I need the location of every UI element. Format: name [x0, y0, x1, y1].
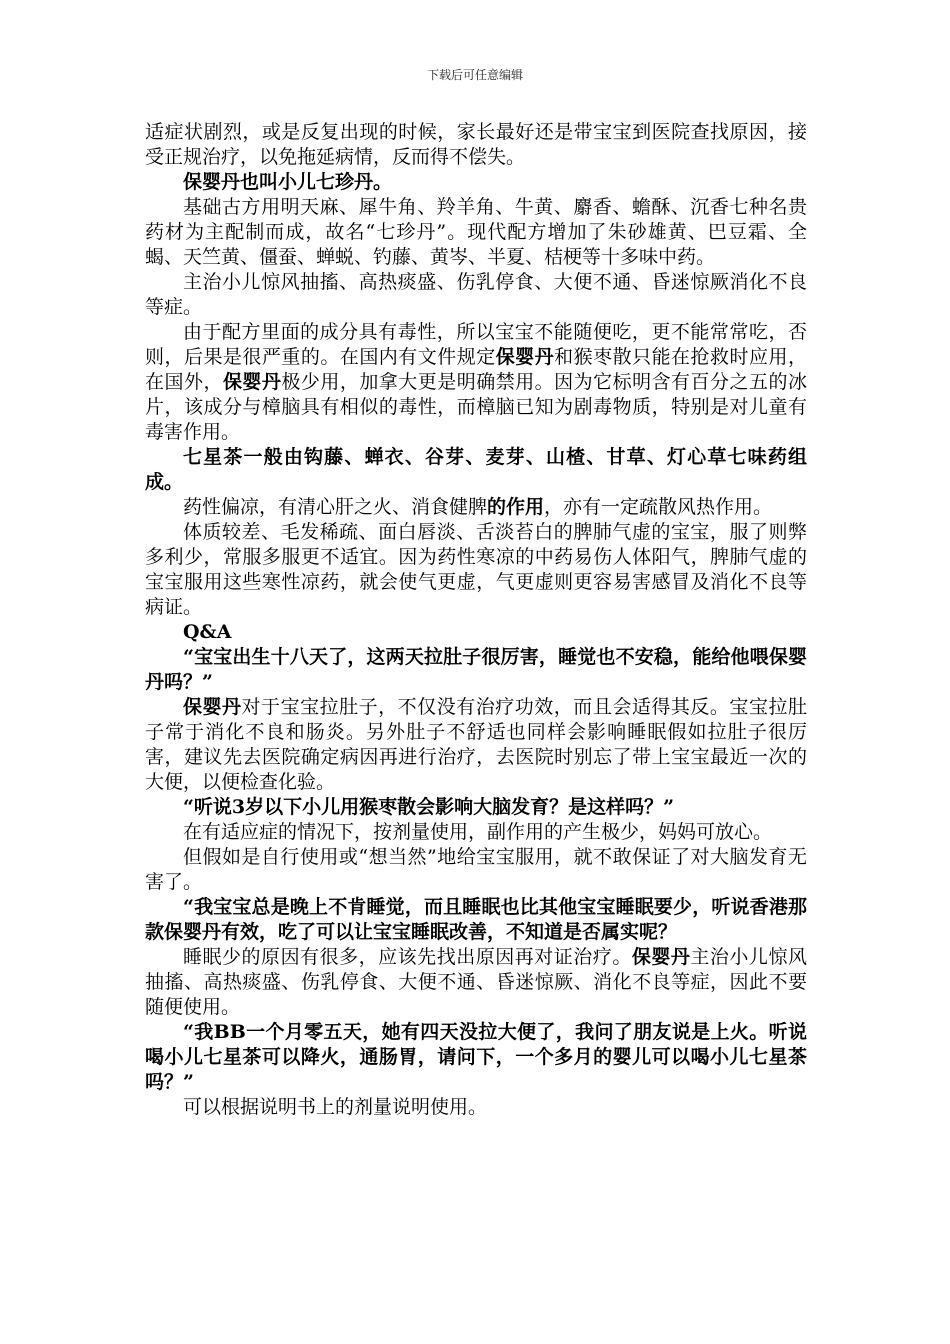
- paragraph-text: 极少用，加拿大更是明确禁用。因为它标明含有百分之五的冰片，该成分与樟脑具有相似的毒性，而樟脑已知为剧毒物质，特别是对儿童有毒害作用。: [145, 371, 807, 443]
- paragraph-text: 保婴丹: [222, 371, 282, 393]
- paragraph-text: ，亦有一定疏散风热作用。: [544, 496, 773, 518]
- paragraph-text: 七星茶一般由钩藤、蝉衣、谷芽、麦芽、山楂、甘草、灯心草七味药组成。: [145, 446, 807, 493]
- paragraph: [145, 645, 807, 695]
- paragraph-text: 睡眠少的原因有很多，应该先找出原因再对证治疗。: [183, 946, 632, 968]
- paragraph-text: “听说3岁以下小儿用猴枣散会影响大脑发育？是这样吗？”: [183, 796, 675, 818]
- paragraph-text: 和猴枣散只能在抢救时应用，在国外，: [145, 346, 807, 393]
- paragraph-text: 可以根据说明书上的剂量说明使用。: [183, 1096, 488, 1118]
- paragraph: [145, 195, 807, 270]
- paragraph-text: Q&A: [183, 621, 232, 643]
- paragraph-text: 适症状剧烈，或是反复出现的时候，家长最好还是带宝宝到医院查找原因，接受正规治疗，以免拖延病情，反而得不偿失。: [145, 121, 807, 168]
- paragraph-text: 体质较差、毛发稀疏、面白唇淡、舌淡苔白的脾肺气虚的宝宝，服了则弊多利少，常服多服更不适宜。因为药性寒凉的中药易伤人体阳气，脾肺气虚的宝宝服用这些寒性凉药，就会使气更虚，气更虚则更容易害感冒及消化不良等病证。: [145, 521, 807, 618]
- paragraph: [145, 445, 807, 495]
- paragraph: [145, 495, 807, 520]
- paragraph-text: 对于宝宝拉肚子，不仅没有治疗功效，而且会适得其反。宝宝拉肚子常于消化不良和肠炎。另外肚子不舒适也同样会影响睡眠假如拉肚子很厉害，建议先去医院确定病因再进行治疗，去医院时别忘了带上宝宝最近一次的大便，以便检查化验。: [145, 696, 807, 793]
- paragraph-text: 基础古方用明天麻、犀牛角、羚羊角、牛黄、麝香、蟾酥、沉香七种名贵药材为主配制而成，故名“七珍丹”。现代配方增加了朱砂雄黄、巴豆霜、全蝎、天竺黄、僵蚕、蝉蜕、钓藤、黄岑、半夏、桔梗等十多味中药。: [145, 196, 807, 268]
- paragraph-text: 但假如是自行使用或“想当然”地给宝宝服用，就不敢保证了对大脑发育无害了。: [145, 846, 807, 893]
- paragraph: [145, 1095, 807, 1120]
- document-body: [145, 120, 807, 1120]
- paragraph-text: “我宝宝总是晚上不肯睡觉，而且睡眠也比其他宝宝睡眠要少，听说香港那款保婴丹有效，吃了可以让宝宝睡眠改善，不知道是否属实呢？: [145, 896, 807, 943]
- paragraph: [145, 1020, 807, 1095]
- paragraph-text: 由于配方里面的成分具有毒性，所以宝宝不能随便吃，更不能常常吃，否则，后果是很严重的。在国内有文件规定: [145, 321, 807, 368]
- paragraph: [145, 170, 807, 195]
- paragraph: [145, 270, 807, 320]
- paragraph: [145, 795, 807, 820]
- paragraph-text: 在有适应症的情况下，按剂量使用，副作用的产生极少，妈妈可放心。: [183, 821, 773, 843]
- paragraph-text: 主治小儿惊风抽搐、高热痰盛、伤乳停食、大便不通、昏迷惊厥消化不良等症。: [145, 271, 807, 318]
- paragraph-text: “宝宝出生十八天了，这两天拉肚子很厉害，睡觉也不安稳，能给他喂保婴丹吗？”: [145, 646, 807, 693]
- paragraph-text: “我BB一个月零五天，她有四天没拉大便了，我问了朋友说是上火。听说喝小儿七星茶可以降火，通肠胃，请问下，一个多月的婴儿可以喝小儿七星茶吗？”: [145, 1021, 807, 1093]
- paragraph: [145, 945, 807, 1020]
- paragraph-text: 保婴丹: [183, 696, 242, 718]
- paragraph: [145, 895, 807, 945]
- paragraph-text: 主治小儿惊风抽搐、高热痰盛、伤乳停食、大便不通、昏迷惊厥、消化不良等症，因此不要随便使用。: [145, 946, 807, 1018]
- page-header: 下载后可任意编辑: [426, 68, 523, 82]
- paragraph-text: 的作用: [487, 496, 545, 518]
- paragraph: [145, 695, 807, 795]
- paragraph-text: 保婴丹: [631, 946, 691, 968]
- paragraph: [145, 320, 807, 445]
- paragraph-text: 保婴丹: [495, 346, 555, 368]
- paragraph-text: 保婴丹也叫小儿七珍丹。: [183, 171, 393, 193]
- paragraph: [145, 820, 807, 845]
- paragraph: [145, 120, 807, 170]
- paragraph: [145, 620, 807, 645]
- paragraph-text: 药性偏凉，有清心肝之火、消食健脾: [183, 496, 488, 518]
- paragraph: [145, 520, 807, 620]
- paragraph: [145, 845, 807, 895]
